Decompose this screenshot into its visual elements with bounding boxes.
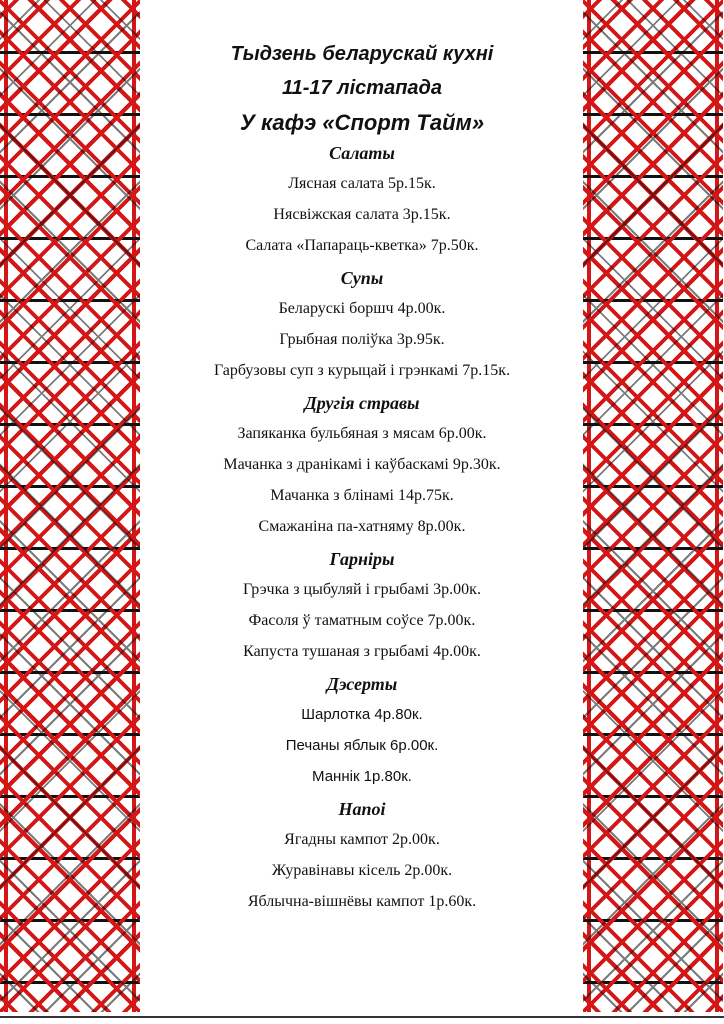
menu-item: Нясвіжская салата 3р.15к. xyxy=(273,206,451,223)
ornament-border-right xyxy=(583,0,723,1012)
menu-item: Гарбузовы суп з курыцай і грэнкамі 7р.15к. xyxy=(213,362,511,379)
menu-item: Шарлотка 4р.80к. xyxy=(301,706,423,723)
cafe-name: У кафэ «Спорт Тайм» xyxy=(239,110,485,135)
section-title: Супы xyxy=(340,268,384,288)
date-range: 11-17 лістапада xyxy=(281,77,443,99)
menu-item: Салата «Папараць-кветка» 7р.50к. xyxy=(245,237,479,254)
section-main-dishes xyxy=(150,392,574,537)
section-title: Напоі xyxy=(338,799,386,819)
section-title: Дэсерты xyxy=(326,674,398,694)
menu-item: Мачанка з дранікамі і каўбаскамі 9р.30к. xyxy=(223,456,501,473)
menu-item: Фасоля ў таматным соўсе 7р.00к. xyxy=(248,612,476,629)
week-title: Тыдзень беларускай кухні xyxy=(230,43,494,65)
section-desserts xyxy=(150,673,574,787)
section-soups xyxy=(150,267,574,381)
bottom-divider xyxy=(0,1016,724,1018)
menu-item: Беларускі боршч 4р.00к. xyxy=(278,300,446,317)
menu-content xyxy=(150,40,574,923)
menu-item: Запяканка бульбяная з мясам 6р.00к. xyxy=(237,425,487,442)
menu-item: Капуста тушаная з грыбамі 4р.00к. xyxy=(243,643,481,660)
section-title: Салаты xyxy=(329,143,395,163)
menu-item: Маннік 1р.80к. xyxy=(312,768,412,785)
menu-item: Журавінавы кісель 2р.00к. xyxy=(271,862,453,879)
section-drinks xyxy=(150,798,574,912)
section-title: Гарніры xyxy=(329,549,395,569)
menu-item: Лясная салата 5р.15к. xyxy=(288,175,436,192)
menu-item: Мачанка з блінамі 14р.75к. xyxy=(270,487,454,504)
menu-item: Грыбная поліўка 3р.95к. xyxy=(279,331,445,348)
ornament-border-left xyxy=(0,0,140,1012)
menu-item: Смажаніна па-хатняму 8р.00к. xyxy=(258,518,466,535)
section-salads xyxy=(150,142,574,256)
menu-item: Яблычна-вішнёвы кампот 1р.60к. xyxy=(247,893,477,910)
menu-item: Грэчка з цыбуляй і грыбамі 3р.00к. xyxy=(243,581,481,598)
menu-item: Печаны яблык 6р.00к. xyxy=(285,737,439,754)
section-sides xyxy=(150,548,574,662)
section-title: Другія стравы xyxy=(304,393,420,413)
menu-item: Ягадны кампот 2р.00к. xyxy=(284,831,440,848)
